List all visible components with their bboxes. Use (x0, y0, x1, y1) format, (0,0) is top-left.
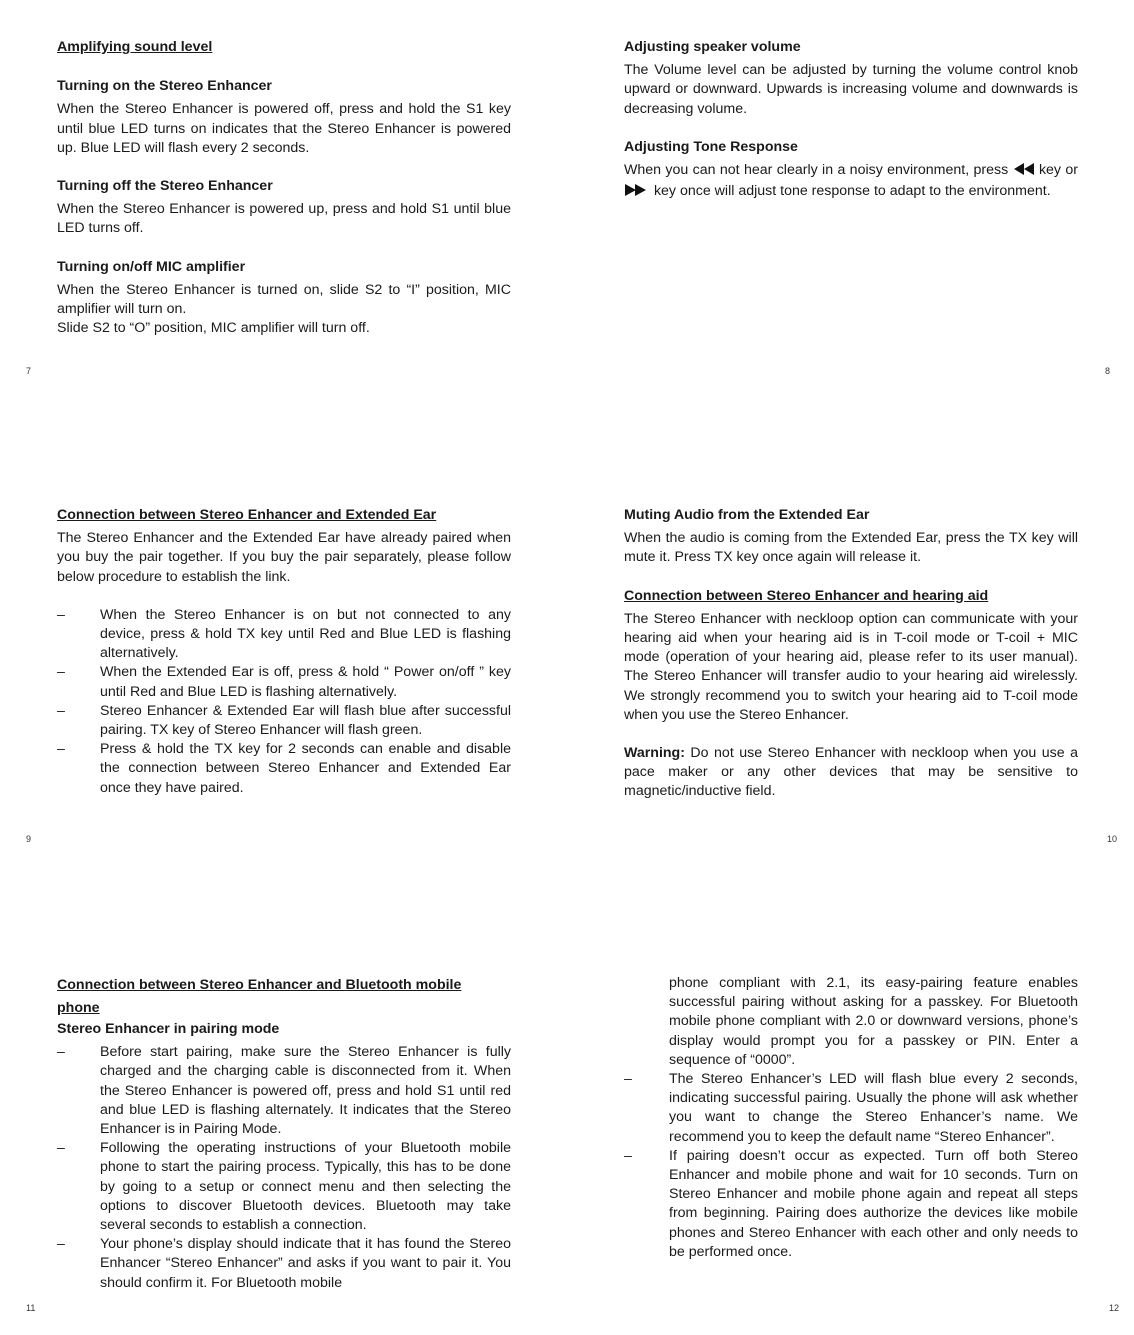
section-text: When the audio is coming from the Extended Ear, press the TX key will mute it. Press TX key once again will release it. (624, 530, 1078, 566)
section-text: When the Stereo Enhancer is turned on, slide S2 to “I” position, MIC amplifier will turn on. (57, 281, 511, 318)
list-item: – When the Extended Ear is off, press & hold “ Power on/off ” key until Red and Blue LED is flashing alternatively. (57, 664, 511, 700)
section-heading: Stereo Enhancer in pairing mode (57, 1021, 280, 1037)
pairing-steps-list (624, 1070, 1078, 1262)
intro-text: The Stereo Enhancer and the Extended Ear have already paired when you buy the pair together. If you buy the pair separately, please follow below procedure to establish the link. (57, 530, 511, 585)
list-item: – The Stereo Enhancer’s LED will flash blue every 2 seconds, indicating successful pairing. Usually the phone will ask whether you want to change the Stereo Enhancer’s name. We recommend you to keep the default name “Stereo Enhancer”. (624, 1071, 1078, 1145)
tone-text-b: key or (1038, 162, 1078, 179)
section-text: The Volume level can be adjusted by turning the volume control knob upward or downward. Upwards is increasing volume and downwards is decreasing volume. (624, 62, 1078, 117)
page-number: 8 (1105, 366, 1111, 376)
page-12 (624, 974, 1078, 1262)
page-7 (57, 38, 511, 338)
list-item: – Press & hold the TX key for 2 seconds can enable and disable the connection between Stereo Enhancer and Extended Ear once they have paired. (57, 741, 511, 796)
page-9-title: Connection between Stereo Enhancer and Extended Ear (57, 507, 437, 523)
section-text: The Stereo Enhancer with neckloop option can communicate with your hearing aid when your hearing aid is in T-coil mode or T-coil + MIC mode (operation of your hearing aid, please refer to its user manual). The Stereo Enhancer will transfer audio to your hearing aid wirelessly. We strongly recommend you to switch your hearing aid to T-coil mode when you use the Stereo Enhancer. (624, 610, 1078, 723)
page-11 (57, 974, 511, 1293)
page-11-title: Connection between Stereo Enhancer and Bluetooth mobile phone (57, 977, 462, 1016)
tone-text-c: key once will adjust tone response to adapt to the environment. (653, 183, 1051, 200)
section-text: Slide S2 to “O” position, MIC amplifier will turn off. (57, 320, 370, 337)
fast-forward-icon (624, 183, 650, 203)
list-item: – Following the operating instructions of your Bluetooth mobile phone to start the pairing process. Typically, this has to be done by going to a setup or connect menu and then selecting the options to discover Bluetooth devices. Bluetooth may take several seconds to establish a connection. (57, 1140, 511, 1234)
page-9 (57, 506, 511, 798)
page-10 (624, 506, 1078, 802)
section-text: When the Stereo Enhancer is powered off, press and hold the S1 key until blue LED turns on indicates that the Stereo Enhancer is powered up. Blue LED will flash every 2 seconds. (57, 101, 511, 156)
page-7-title: Amplifying sound level (57, 39, 213, 55)
section-heading: Adjusting speaker volume (624, 39, 801, 55)
page-number: 9 (26, 834, 32, 844)
section-heading: Turning off the Stereo Enhancer (57, 178, 273, 195)
section-text (624, 161, 1078, 203)
page-number: 11 (26, 1303, 36, 1313)
section-heading: Connection between Stereo Enhancer and hearing aid (624, 587, 989, 604)
list-item: – Before start pairing, make sure the Stereo Enhancer is fully charged and the charging cable is disconnected from it. When the Stereo Enhancer is powered off, press and hold S1 until red and blue LED is flashing alternately. It indicates that the Stereo Enhancer is in Pairing Mode. (57, 1044, 511, 1138)
list-item: – Stereo Enhancer & Extended Ear will flash blue after successful pairing. TX key of Stereo Enhancer will flash green. (57, 702, 511, 739)
page-8 (624, 38, 1078, 203)
section-heading: Muting Audio from the Extended Ear (624, 507, 870, 523)
list-item: – Your phone’s display should indicate that it has found the Stereo Enhancer “Stereo Enhancer” and asks if you want to pair it. You should confirm it. For Bluetooth mobile (57, 1236, 511, 1291)
section-heading: Turning on/off MIC amplifier (57, 258, 246, 275)
rewind-icon (1013, 162, 1035, 182)
page-number: 7 (26, 366, 32, 376)
tone-text-a: When you can not hear clearly in a noisy environment, press (624, 162, 1009, 179)
page-number: 10 (1107, 834, 1118, 844)
section-heading: Turning on the Stereo Enhancer (57, 78, 272, 95)
list-item: – When the Stereo Enhancer is on but not connected to any device, press & hold TX key until Red and Blue LED is flashing alternatively. (57, 606, 511, 662)
page-number: 12 (1109, 1303, 1120, 1313)
pairing-steps-list (57, 1043, 511, 1293)
pairing-steps-list (57, 606, 511, 798)
warning-text: Warning: Do not use Stereo Enhancer with neckloop when you use a pace maker or any other devices that may be sensitive to magnetic/inductive field. (624, 745, 1078, 800)
section-heading: Adjusting Tone Response (624, 138, 798, 155)
warning-label: Warning: (624, 745, 685, 762)
continued-text: phone compliant with 2.1, its easy-pairing feature enables successful pairing without asking for a passkey. For Bluetooth mobile phone compliant with 2.0 or downward versions, phone’s display would prompt you for a passkey or PIN. Enter a sequence of “0000”. (669, 975, 1078, 1068)
section-text: When the Stereo Enhancer is powered up, press and hold S1 until blue LED turns off. (57, 201, 511, 237)
list-item: – If pairing doesn’t occur as expected. Turn off both Stereo Enhancer and mobile phone and wait for 10 seconds. Turn on Stereo Enhancer and mobile phone again and repeat all steps from beginning. Pairing does authorize the devices like mobile phones and Stereo Enhancer with each other and only needs to be performed once. (624, 1147, 1078, 1260)
